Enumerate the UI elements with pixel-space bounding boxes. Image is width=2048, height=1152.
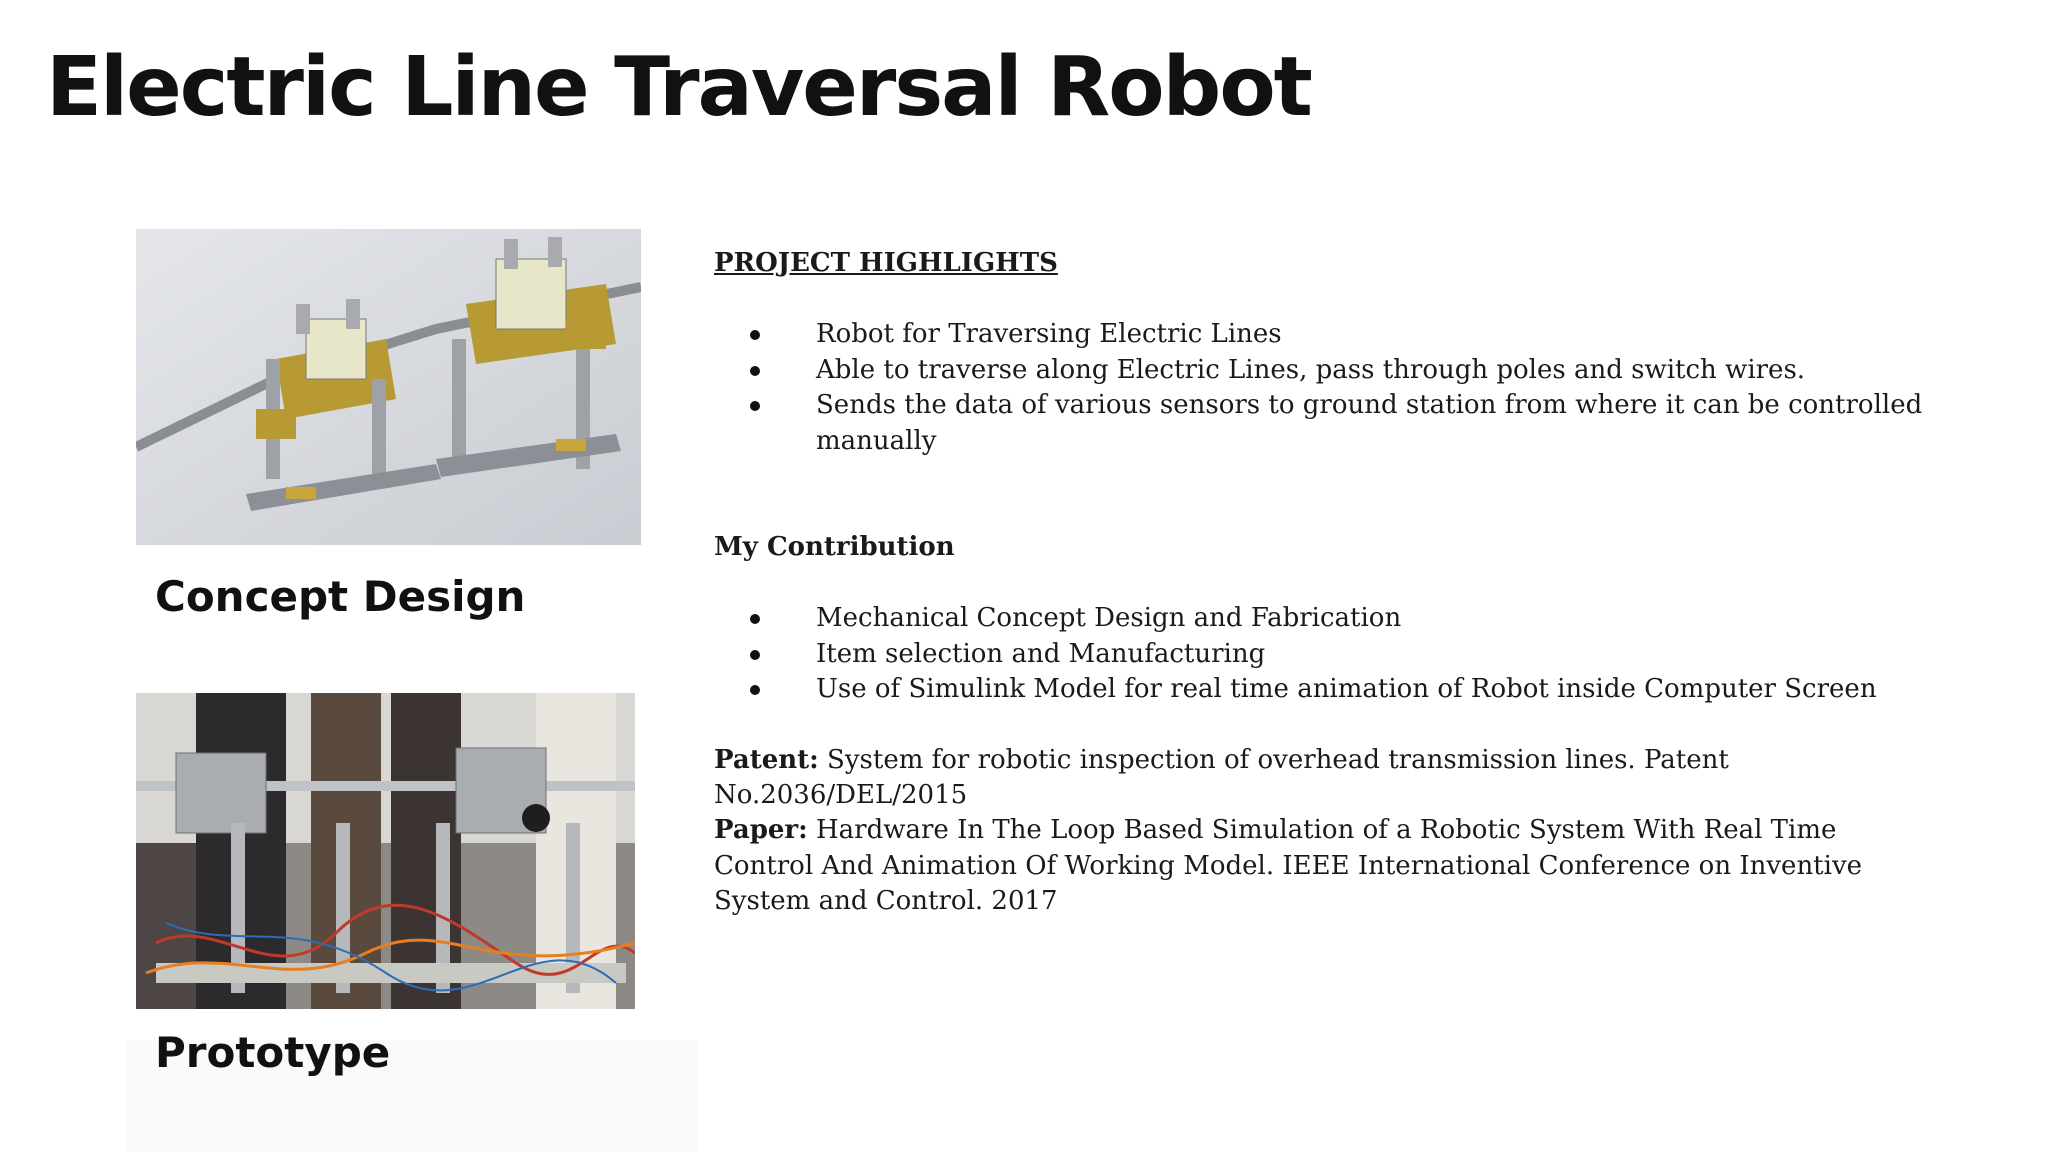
list-item bbox=[714, 672, 1934, 707]
prototype-image bbox=[136, 693, 635, 1009]
list-item bbox=[714, 317, 1934, 352]
paper-reference bbox=[714, 813, 1934, 919]
bullet-icon bbox=[750, 401, 760, 411]
bullet-icon bbox=[750, 650, 760, 660]
highlights-heading: PROJECT HIGHLIGHTS bbox=[714, 248, 1058, 278]
patent-reference bbox=[714, 743, 1934, 814]
spacer bbox=[714, 708, 1934, 743]
list-item-text: Use of Simulink Model for real time animation of Robot inside Computer Screen bbox=[816, 674, 1877, 705]
list-item-text: Able to traverse along Electric Lines, pass through poles and switch wires. bbox=[816, 354, 1806, 385]
list-item bbox=[714, 601, 1934, 636]
prototype-caption: Prototype bbox=[155, 1028, 391, 1077]
paper-label: Paper: bbox=[714, 815, 808, 846]
list-item-text: Sends the data of various sensors to ground station from where it can be controlled manually bbox=[816, 390, 1923, 456]
content-column bbox=[714, 246, 1934, 920]
patent-label: Patent: bbox=[714, 744, 819, 775]
bullet-icon bbox=[750, 366, 760, 376]
list-item bbox=[714, 353, 1934, 388]
list-item-text: Mechanical Concept Design and Fabrication bbox=[816, 603, 1402, 634]
contribution-list bbox=[714, 601, 1934, 707]
bullet-icon bbox=[750, 614, 760, 624]
concept-design-caption: Concept Design bbox=[155, 572, 526, 621]
highlights-list bbox=[714, 317, 1934, 459]
list-item bbox=[714, 637, 1934, 672]
contribution-heading: My Contribution bbox=[714, 532, 955, 563]
bullet-icon bbox=[750, 330, 760, 340]
patent-text: System for robotic inspection of overhead transmission lines. Patent No.2036/DEL/2015 bbox=[714, 744, 1729, 811]
slide-title: Electric Line Traversal Robot bbox=[46, 40, 1311, 135]
list-item bbox=[714, 388, 1934, 459]
spacer bbox=[714, 459, 1934, 530]
paper-text: Hardware In The Loop Based Simulation of a Robotic System With Real Time Control And Animation Of Working Model. IEEE International Conference on Inventive System and Control. 2017 bbox=[714, 815, 1863, 917]
list-item-text: Item selection and Manufacturing bbox=[816, 638, 1266, 669]
bullet-icon bbox=[750, 685, 760, 695]
concept-design-image bbox=[136, 229, 641, 545]
list-item-text: Robot for Traversing Electric Lines bbox=[816, 319, 1282, 350]
